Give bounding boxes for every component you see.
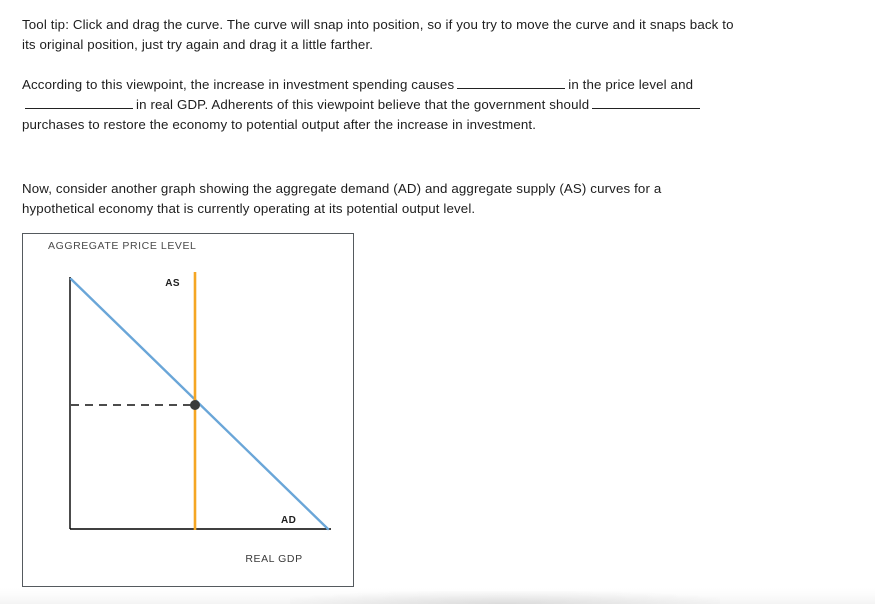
bottom-page-strip	[0, 588, 875, 604]
ad-as-chart-svg[interactable]	[23, 234, 353, 586]
bottom-shadow-decoration	[290, 591, 720, 604]
equilibrium-point-marker[interactable]	[190, 400, 200, 410]
question-text-part-3: in real GDP. Adherents of this viewpoint believe that the government should	[136, 97, 590, 113]
question-text-part-1: According to this viewpoint, the increase in investment spending causes	[22, 77, 455, 93]
fill-in-the-blank-question	[22, 75, 722, 135]
tooltip-paragraph: Tool tip: Click and drag the curve. The curve will snap into position, so if you try to move the curve and it snaps back to its original position, just try again and drag it a little farther.	[22, 17, 734, 53]
blank-real-gdp[interactable]	[25, 95, 133, 109]
ad-as-graph-container[interactable]	[22, 233, 354, 587]
blank-government-action[interactable]	[592, 95, 700, 109]
blank-price-level[interactable]	[457, 75, 565, 89]
question-text-part-2: in the price level and	[568, 77, 694, 93]
question-text-part-4: purchases to restore the economy to potential output after the increase in investment.	[22, 117, 537, 133]
ad-curve-label: AD	[281, 515, 297, 526]
x-axis-label: REAL GDP	[245, 553, 303, 565]
as-curve-label: AS	[165, 278, 180, 289]
chart-title: AGGREGATE PRICE LEVEL	[48, 240, 197, 252]
now-consider-paragraph: Now, consider another graph showing the aggregate demand (AD) and aggregate supply (AS) curves for a hypothetical economy that is currently operating at its potential output level.	[22, 181, 662, 217]
